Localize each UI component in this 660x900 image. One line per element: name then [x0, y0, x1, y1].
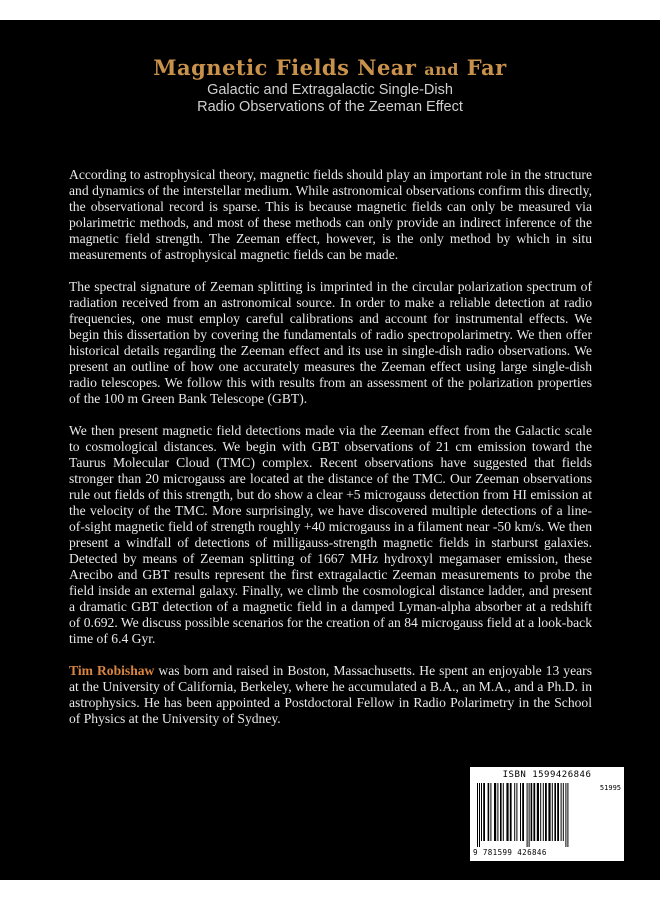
- author-bio-text: was born and raised in Boston, Massachusetts. He spent an enjoyable 13 years at the University of California, Berkeley, where he accumulated a B.A., an M.A., and a Ph.D. in astrophysics. He has been appointed a Postdoctoral Fellow in Radio Polarimetry in the School of Physics at the University of Sydney.: [69, 663, 592, 726]
- barcode-bar: [483, 783, 485, 841]
- barcode-bar: [481, 783, 482, 841]
- barcode-label: [470, 767, 624, 861]
- barcode-bar: [503, 783, 504, 841]
- barcode-bar: [506, 783, 508, 841]
- back-cover: [0, 20, 660, 880]
- barcode-bar: [500, 783, 502, 841]
- isbn-text: ISBN 1599426846: [502, 770, 592, 780]
- barcode-bar: [540, 783, 541, 841]
- main-title-connector: and: [424, 60, 459, 79]
- barcode-bar: [488, 783, 490, 841]
- ean-number: 9 781599 426846: [473, 848, 547, 857]
- subtitle-line-1: Galactic and Extragalactic Single-Dish: [207, 82, 453, 98]
- barcode-bar: [567, 783, 568, 847]
- title-block: [0, 56, 660, 116]
- barcode-bar: [494, 783, 496, 841]
- barcode-bar: [520, 783, 521, 841]
- author-name: Tim Robishaw: [69, 663, 155, 678]
- barcode-bar: [510, 783, 512, 841]
- barcode-bar: [531, 783, 533, 841]
- main-title-end: Far: [466, 55, 507, 80]
- subtitle-line-2: Radio Observations of the Zeeman Effect: [197, 99, 463, 115]
- synopsis: [69, 167, 592, 743]
- barcode-bar: [565, 783, 566, 847]
- barcode-bar: [529, 783, 530, 847]
- barcode-bar: [557, 783, 559, 841]
- main-title: [0, 56, 660, 82]
- barcode-bars: [475, 783, 587, 849]
- barcode-bar: [527, 783, 528, 847]
- barcode-bar: [561, 783, 562, 841]
- barcode-bar: [537, 783, 539, 841]
- paragraph-3: We then present magnetic field detections made via the Zeeman effect from the Galactic scale to cosmological distances. We begin with GBT observations of 21 cm emission toward the Taurus Molecular Cloud (TMC) complex. Recent observations have suggested that fields stronger than 20 microgauss are located at the distance of the TMC. Our Zeeman observations rule out fields of this strength, but do show a clear +5 microgauss detection from HI emission at the velocity of the TMC. More surprisingly, we have discovered multiple detections of a line-of-sight magnetic field of strength roughly +40 microgauss in a filament near -50 km/s. We then present a windfall of detections of milligauss-strength magnetic fields in starburst galaxies. Detected by means of Zeeman splitting of 1667 MHz hydroxyl megamaser emission, these Arecibo and GBT results represent the first extragalactic Zeeman measurements to probe the field inside an external galaxy. Finally, we climb the cosmological distance ladder, and present a dramatic GBT detection of a magnetic field in a damped Lyman-alpha absorber at a redshift of 0.692. We discuss possible scenarios for the creation of an 84 microgauss field at a look-back time of 6.4 Gyr.: [69, 423, 592, 646]
- price-code: 51995: [599, 784, 621, 792]
- barcode-bar: [477, 783, 478, 847]
- barcode-bar: [552, 783, 553, 841]
- barcode-bar: [533, 783, 535, 841]
- barcode-bar: [522, 783, 524, 841]
- barcode-bar: [548, 783, 550, 841]
- barcode-bar: [514, 783, 515, 841]
- barcode-bar: [497, 783, 498, 841]
- barcode-bar: [516, 783, 517, 841]
- barcode-bar: [563, 783, 564, 841]
- barcode-bar: [490, 783, 491, 841]
- paragraph-1: According to astrophysical theory, magnetic fields should play an important role in the structure and dynamics of the interstellar medium. While astronomical observations confirm this directly, the observational record is sparse. This is because magnetic fields can only be measured via polarimetric methods, and most of these methods can only provide an indirect inference of the magnetic field strength. The Zeeman effect, however, is the only method by which in situ measurements of astrophysical magnetic fields can be made.: [69, 167, 592, 262]
- barcode-bar: [479, 783, 480, 847]
- author-bio: [69, 663, 592, 727]
- barcode-bar: [554, 783, 556, 841]
- barcode-bar: [543, 783, 544, 841]
- barcode-bar: [545, 783, 547, 841]
- main-title-start: Magnetic Fields Near: [153, 55, 417, 80]
- paragraph-2: The spectral signature of Zeeman splitting is imprinted in the circular polarization spectrum of radiation received from an astronomical source. In order to make a reliable detection at radio frequencies, one must employ careful calibrations and account for instrumental effects. We begin this dissertation by covering the fundamentals of radio spectropolarimetry. We then offer historical details regarding the Zeeman effect and its use in single-dish radio observations. We present an outline of how one accurately measures the Zeeman effect using large single-dish radio telescopes. We follow this with results from an assessment of the polarization properties of the 100 m Green Bank Telescope (GBT).: [69, 279, 592, 406]
